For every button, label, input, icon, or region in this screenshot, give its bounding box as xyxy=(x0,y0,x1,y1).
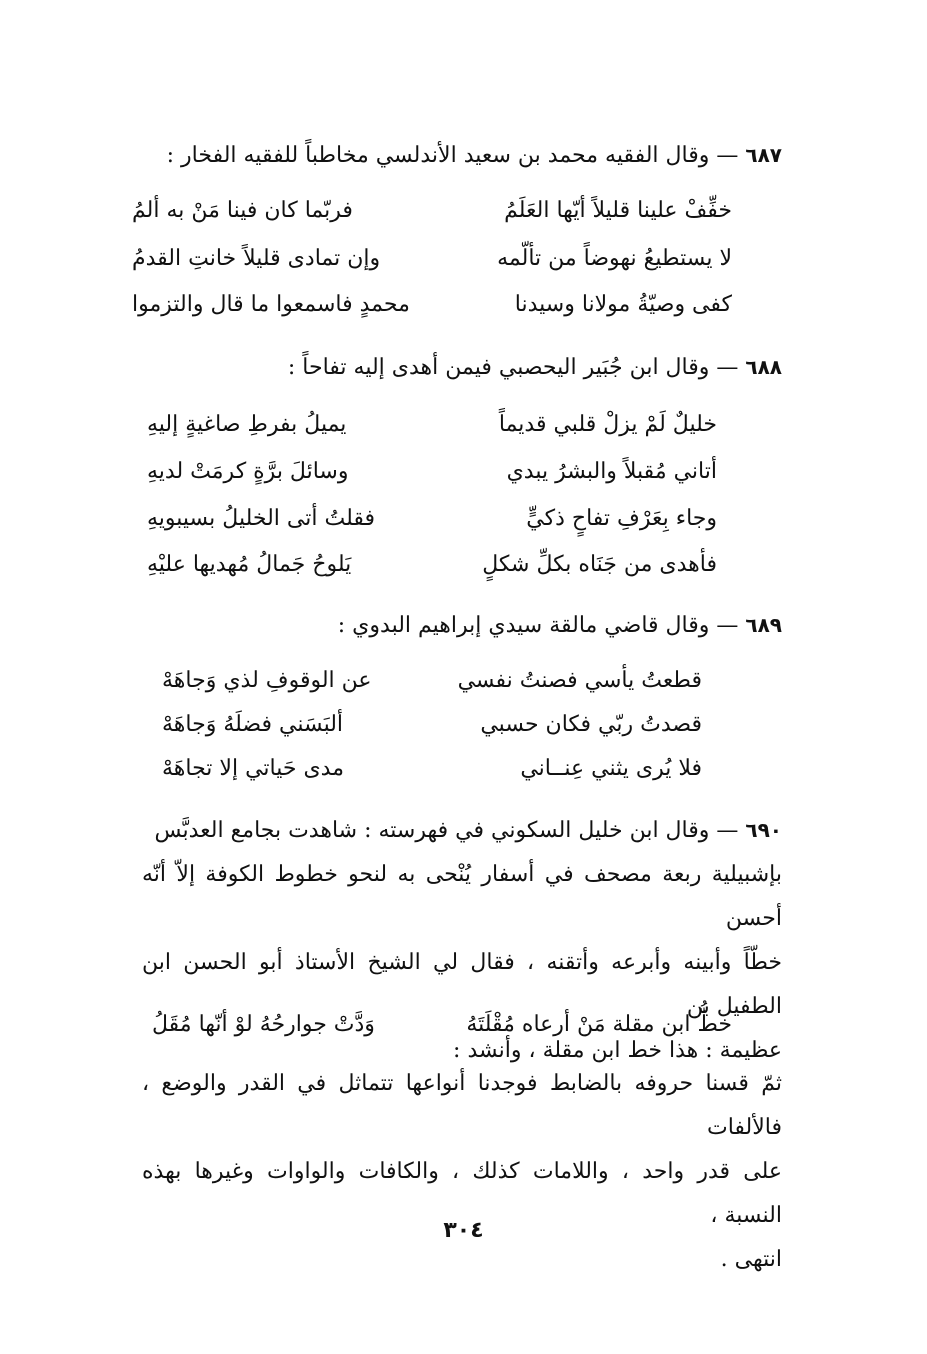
verse-line xyxy=(147,455,717,489)
verse-first-hemistich: قطعتُ يأسي فصنتُ نفسي xyxy=(457,668,702,693)
verse-first-hemistich: كفى وصيّةُ مولانا وسيدنا xyxy=(514,292,732,317)
prose-line: خطّاً وأبينه وأبرعه وأتقنه ، فقال لي الشيخ الأستاذ أبو الحسن ابن الطفيل بن xyxy=(142,950,782,1019)
entry-heading-text: — وقال قاضي مالقة سيدي إبراهيم البدوي : xyxy=(337,613,739,638)
verse-first-hemistich: وجاء بِعَرْفِ تفاحٍ ذكيٍّ xyxy=(526,506,717,531)
prose-line: ثمّ قسنا حروفه بالضابط فوجدنا أنواعها تتماثل في القدر والوضع ، فالألفات xyxy=(142,1071,782,1140)
verse-first-hemistich: خليلٌ لَمْ يزلْ قلبي قديماً xyxy=(498,412,717,437)
entry-heading-text: — وقال الفقيه محمد بن سعيد الأندلسي مخاطباً للفقيه الفخار : xyxy=(166,143,739,168)
prose-text: — وقال ابن خليل السكوني في فهرسته : شاهدت بجامع العدبَّس xyxy=(154,818,739,843)
entry-heading-text: — وقال ابن جُبَير اليحصبي فيمن أهدى إليه تفاحاً : xyxy=(287,355,739,380)
verse-second-hemistich: مدى حَياتي إلا تجاهَهْ xyxy=(162,756,345,781)
prose-line: على قدر واحد ، واللامات كذلك ، والكافات والواوات وغيرها بهذه النسبة ، xyxy=(142,1159,782,1228)
verse-second-hemistich: ألبَسَني فضلَهُ وَجاهَهْ xyxy=(162,712,344,737)
verse-line xyxy=(162,708,702,742)
verse-first-hemistich: فلا يُرى يثني عِنــاني xyxy=(520,756,702,781)
verse-line xyxy=(147,408,717,442)
entry-number: ٦٨٧ xyxy=(745,143,782,167)
verse-second-hemistich: وَدَّتْ جوارحُهُ لوْ أنّها مُقَلُ xyxy=(152,1012,375,1037)
verse-second-hemistich: فقلتُ أتى الخليلُ بسيبويهِ xyxy=(147,506,375,531)
verse-second-hemistich: عن الوقوفِ لذي وَجاهَهْ xyxy=(162,668,372,693)
verse-second-hemistich: يميلُ بفرطِ صاغيةٍ إليهِ xyxy=(147,412,347,437)
entry-heading xyxy=(142,138,782,173)
prose-line: عظيمة : هذا خط ابن مقلة ، وأنشد : xyxy=(453,1038,782,1063)
verse-first-hemistich: فأهدى من جَنَاه بكلِّ شكلٍ xyxy=(482,552,717,577)
prose-line: بإشبيلية ربعة مصحف في أسفار يُنْحى به لنحو خطوط الكوفة إلاّ أنّه أحسن xyxy=(142,862,782,931)
verse-line xyxy=(147,502,717,536)
verse-line xyxy=(132,288,732,322)
verse-second-hemistich: يَلوحُ جَمالُ مُهديها عليْهِ xyxy=(147,552,352,577)
verse-line xyxy=(162,664,702,698)
entry-number: ٦٩٠ xyxy=(745,818,782,842)
entry-heading xyxy=(142,608,782,643)
verse-second-hemistich: فربّما كان فينا مَنْ به ألمُ xyxy=(132,198,353,223)
entry-closing xyxy=(142,1062,782,1282)
verse-line xyxy=(147,548,717,582)
verse-line xyxy=(162,752,702,786)
verse-line xyxy=(152,1008,732,1042)
entry-number: ٦٨٨ xyxy=(745,355,782,379)
verse-second-hemistich: محمدٍ فاسمعوا ما قال والتزموا xyxy=(132,292,410,317)
verse-first-hemistich: خطُّ ابن مقلة مَنْ أرعاه مُقْلَتَهُ xyxy=(466,1012,732,1037)
verse-first-hemistich: قصدتُ ربّي فكان حسبي xyxy=(480,712,702,737)
prose-line xyxy=(142,808,782,853)
verse-second-hemistich: وإن تمادى قليلاً خانتِ القدمُ xyxy=(132,246,381,271)
verse-line xyxy=(132,194,732,228)
entry-heading xyxy=(142,350,782,385)
entry-number: ٦٨٩ xyxy=(745,613,782,637)
page-number: ٣٠٤ xyxy=(443,1218,484,1243)
verse-first-hemistich: خفِّفْ علينا قليلاً أيّها العَلَمُ xyxy=(504,198,732,223)
verse-line xyxy=(132,242,732,276)
verse-first-hemistich: أتاني مُقبلاً والبشرُ يبدي xyxy=(506,459,717,484)
verse-first-hemistich: لا يستطيعُ نهوضاً من تألّمه xyxy=(497,246,732,271)
prose-line: انتهى . xyxy=(720,1247,782,1272)
verse-second-hemistich: وسائلَ برَّةٍ كرمَتْ لديهِ xyxy=(147,459,349,484)
